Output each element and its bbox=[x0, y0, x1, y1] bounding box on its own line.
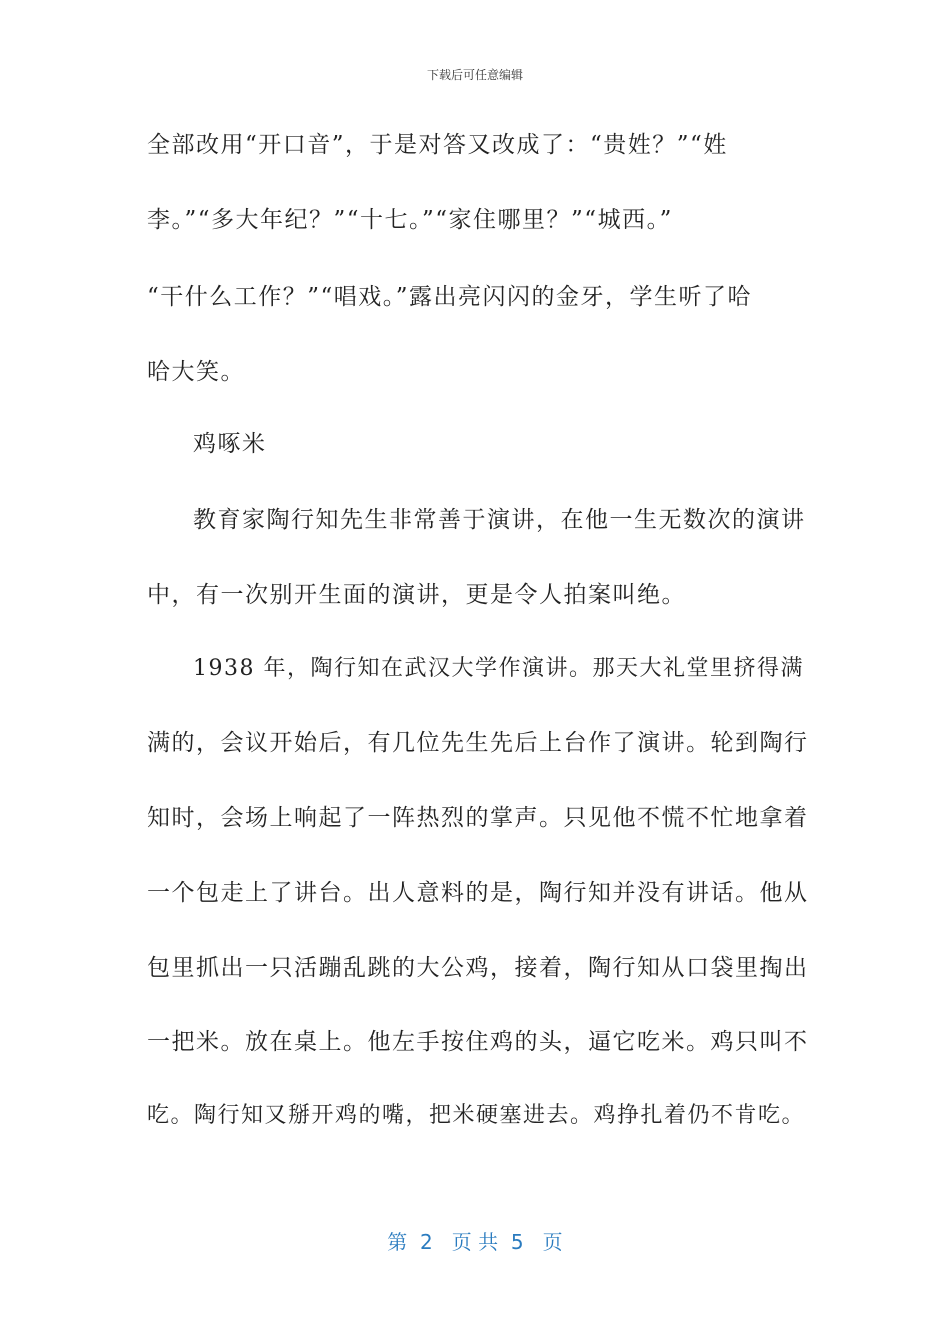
section-heading: 鸡啄米 bbox=[193, 431, 267, 457]
header-note: 下载后可任意编辑 bbox=[426, 68, 523, 82]
text-line: 满的，会议开始后，有几位先生先后上台作了演讲。轮到陶行 bbox=[147, 730, 809, 756]
text-line: 李。”“多大年纪？”“十七。”“家住哪里？”“城西。” bbox=[147, 207, 673, 233]
text-line: 包里抓出一只活蹦乱跳的大公鸡，接着，陶行知从口袋里掏出 bbox=[147, 955, 809, 981]
text-line: 1938 年，陶行知在武汉大学作演讲。那天大礼堂里挤得满 bbox=[193, 656, 804, 681]
text-line: 全部改用“开口音”，于是对答又改成了：“贵姓？”“姓 bbox=[147, 132, 728, 158]
text-line: 一把米。放在桌上。他左手按住鸡的头，逼它吃米。鸡只叫不 bbox=[147, 1029, 809, 1055]
text-line: 一个包走上了讲台。出人意料的是，陶行知并没有讲话。他从 bbox=[147, 880, 809, 906]
text-line: 知时，会场上响起了一阵热烈的掌声。只见他不慌不忙地拿着 bbox=[147, 805, 809, 831]
text-line: 教育家陶行知先生非常善于演讲，在他一生无数次的演讲 bbox=[193, 507, 806, 533]
text-line: 吃。陶行知又掰开鸡的嘴，把米硬塞进去。鸡挣扎着仍不肯吃。 bbox=[147, 1103, 806, 1128]
page-number-footer: 第 2 页 共 5 页 bbox=[387, 1230, 563, 1254]
text-line: 中，有一次别开生面的演讲，更是令人拍案叫绝。 bbox=[147, 582, 686, 608]
text-line: 哈大笑。 bbox=[147, 359, 245, 385]
text-line: “干什么工作？”“唱戏。”露出亮闪闪的金牙，学生听了哈 bbox=[147, 284, 753, 310]
